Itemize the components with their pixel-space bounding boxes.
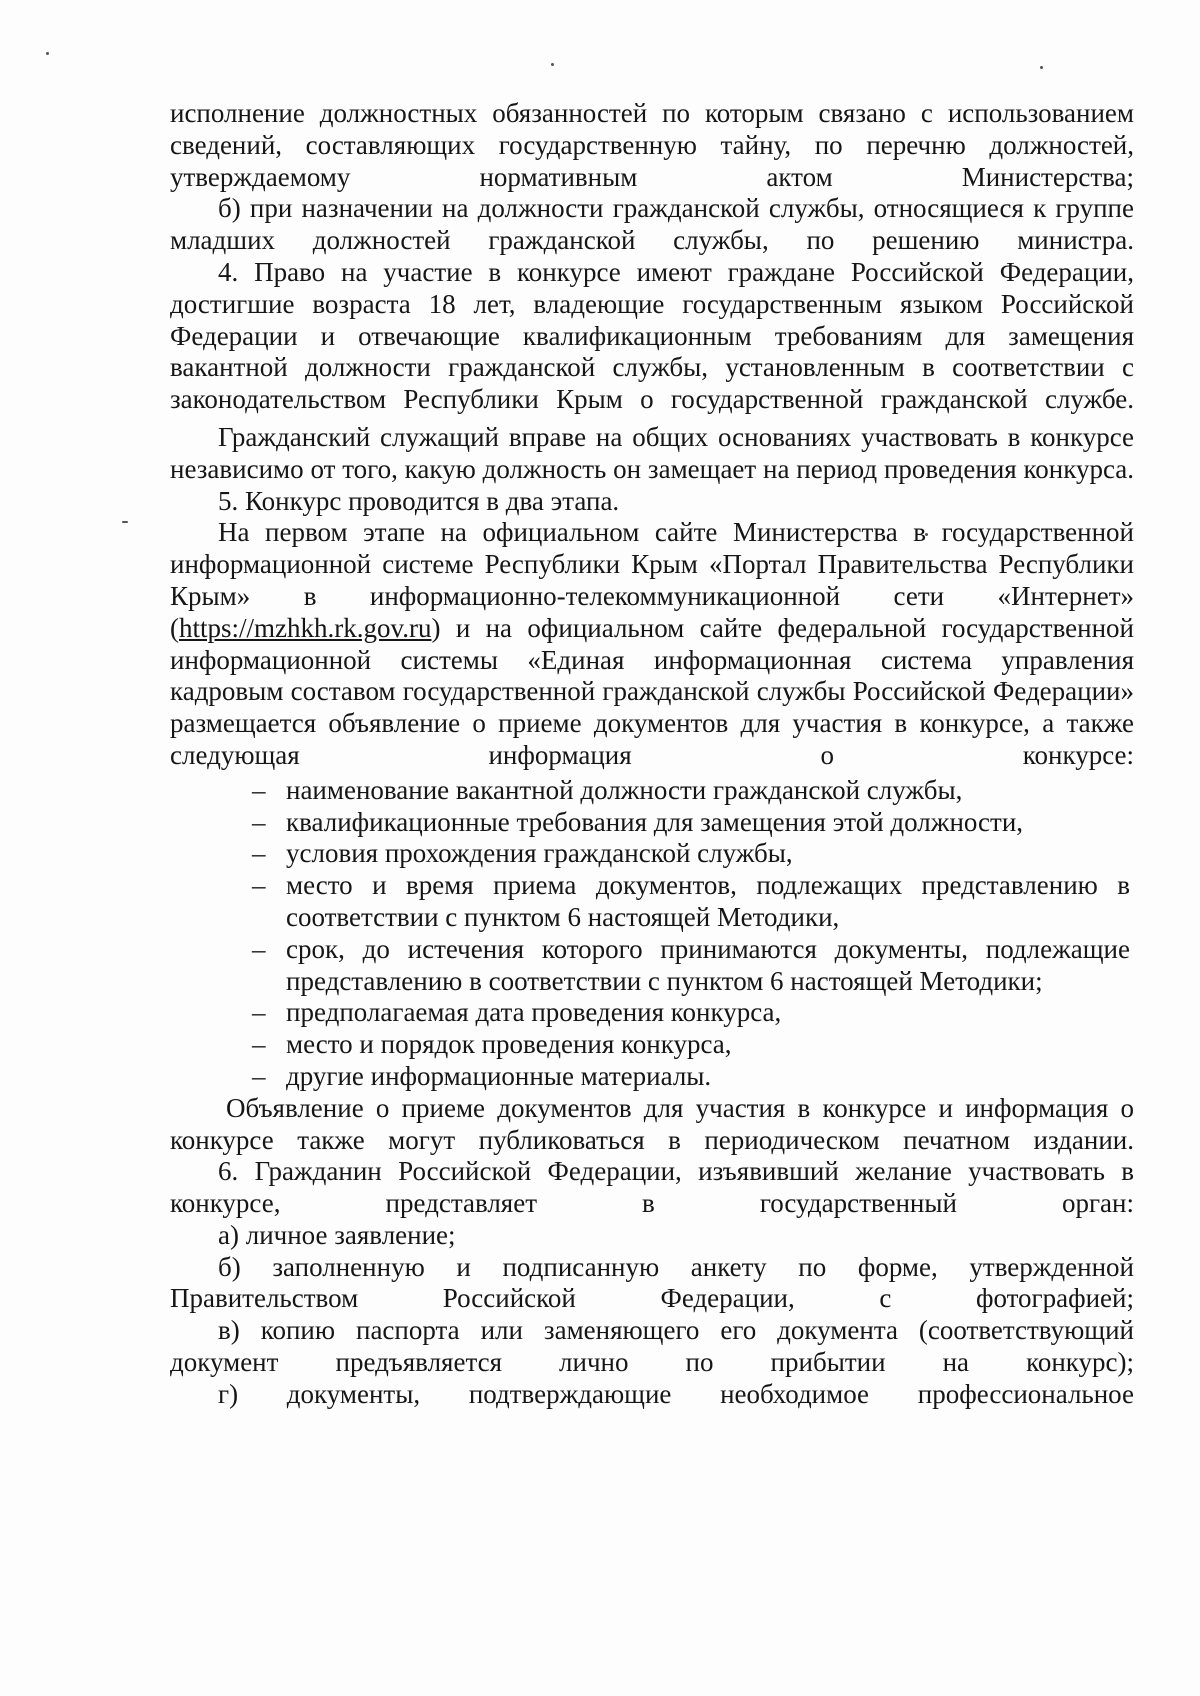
paragraph-secret-positions: исполнение должностных обязанностей по которым связано с использованием сведений, составляющих государственную тайну, по перечню должностей, утверждаемому нормативным актом Министерства; (170, 98, 1134, 192)
list-item: – условия прохождения гражданской службы, (252, 838, 793, 869)
dash-marker: – (252, 838, 266, 869)
paragraph-announcement-print: Объявление о приеме документов для участия в конкурсе и информация о конкурсе также могут публиковаться в периодическом печатном издании. (170, 1092, 1134, 1155)
list-item: – место и порядок проведения конкурса, (252, 1029, 732, 1060)
dash-marker: – (252, 806, 266, 837)
list-item: – срок, до истечения которого принимаются документы, подлежащие представлению в соответствии с пунктом 6 настоящей Методики; (252, 933, 1130, 996)
dash-marker: – (252, 997, 266, 1028)
paragraph-item-a-application: а) личное заявление; (218, 1219, 456, 1250)
paragraph-item-g-documents: г) документы, подтверждающие необходимое профессиональное (218, 1378, 1134, 1409)
paragraph-stage-one (170, 517, 1134, 771)
list-item: – место и время приема документов, подлежащих представлению в соответствии с пунктом 6 настоящей Методики, (252, 870, 1130, 932)
document-body (170, 98, 1134, 1411)
scan-speck (122, 521, 128, 523)
dash-marker: – (252, 1029, 266, 1060)
list-item: – квалификационные требования для замещения этой должности, (252, 806, 1024, 837)
list-item: – другие информационные материалы. (252, 1060, 712, 1091)
ministry-site-link[interactable]: https://mzhkh.rk.gov.ru (179, 612, 432, 643)
competition-info-list (170, 775, 1134, 1093)
paragraph-section-5: 5. Конкурс проводится в два этапа. (218, 485, 620, 516)
list-item: – наименование вакантной должности гражданской службы, (252, 774, 963, 805)
dash-marker: – (252, 774, 266, 805)
scan-speck (1040, 66, 1043, 69)
scan-speck (46, 52, 49, 55)
list-item: – предполагаемая дата проведения конкурса, (252, 997, 782, 1028)
paragraph-item-v-passport: в) копию паспорта или заменяющего его документа (соответствующий документ предъявляется лично по прибытии на конкурс); (170, 1315, 1134, 1378)
paragraph-section-6: 6. Гражданин Российской Федерации, изъявивший желание участвовать в конкурсе, представляет в государственный орган: (170, 1156, 1134, 1219)
stage-one-text-after-url: ) и на официальном сайте федеральной государственной информационной системы «Единая информационная система управления кадровым составом государственной гражданской службы Российской Федерации» размещается объявление о приеме документов для участия в конкурсе, а также следующая информация о конкурсе: (170, 612, 1134, 770)
scan-speck (551, 63, 554, 66)
dash-marker: – (252, 1060, 266, 1091)
paragraph-civil-servant: Гражданский служащий вправе на общих основаниях участвовать в конкурсе независимо от того, какую должность он замещает на период проведения конкурса. (170, 421, 1134, 484)
dash-marker: – (252, 870, 266, 901)
stage-one-text-before-url: На первом этапе на официальном сайте Министерства в государственной информационной системе Республики Крым «Портал Правительства Республики Крым» в информационно-телекоммуникационной сети «Интернет» ( (170, 517, 1134, 643)
paragraph-section-4: 4. Право на участие в конкурсе имеют граждане Российской Федерации, достигшие возраста 18 лет, владеющие государственным языком Российской Федерации и отвечающие квалификационным требованиям для замещения вакантной должности гражданской службы, установленным в соответствии с законодательством Республики Крым о государственной гражданской службе. (170, 256, 1134, 415)
paragraph-item-b-questionnaire: б) заполненную и подписанную анкету по форме, утвержденной Правительством Российской Федерации, с фотографией; (170, 1251, 1134, 1314)
paragraph-item-b-junior: б) при назначении на должности гражданской службы, относящиеся к группе младших должностей гражданской службы, по решению министра. (170, 193, 1134, 256)
dash-marker: – (252, 933, 266, 964)
